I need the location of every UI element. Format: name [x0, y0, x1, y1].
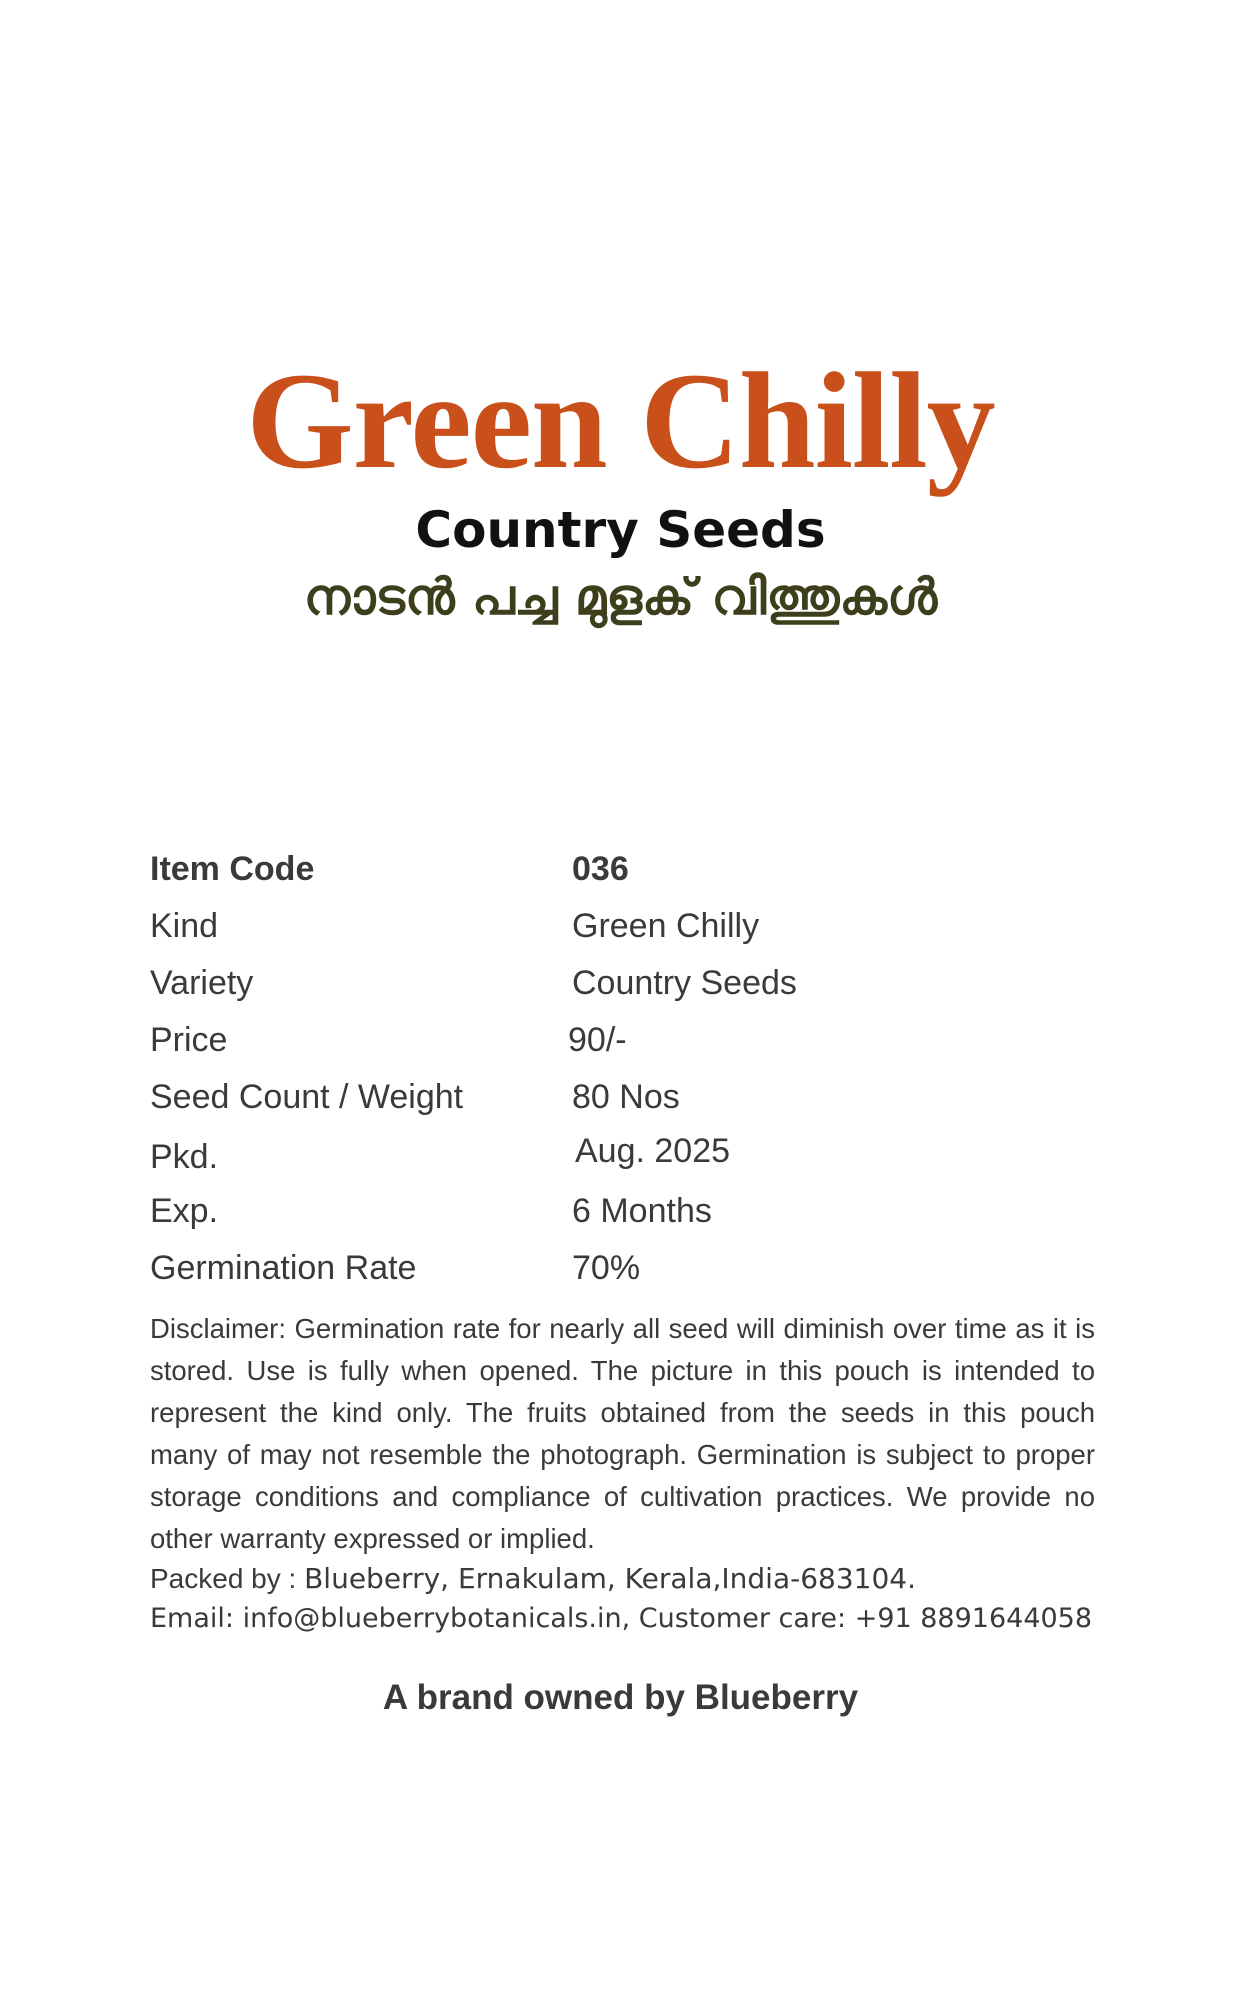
spec-label: Item Code	[150, 850, 315, 888]
spec-row-expiry	[150, 1192, 1110, 1249]
product-title: Green Chilly	[246, 344, 995, 497]
spec-value: 70%	[572, 1249, 641, 1287]
spec-label: Exp.	[150, 1192, 219, 1230]
contact-info: Email: info@blueberrybotanicals.in, Customer care: +91 8891644058	[150, 1603, 1093, 1634]
spec-row-item-code	[150, 850, 1110, 907]
spec-row-price	[150, 1021, 1110, 1078]
spec-label: Pkd.	[150, 1138, 219, 1176]
spec-value: Green Chilly	[572, 907, 760, 945]
product-title-malayalam: നാടൻ പച്ച മുളക് വിത്തുകൾ	[303, 568, 938, 626]
spec-label: Seed Count / Weight	[150, 1078, 464, 1116]
spec-value: 90/-	[568, 1021, 627, 1059]
spec-value: 036	[572, 850, 629, 888]
spec-value: Country Seeds	[572, 964, 797, 1002]
spec-label: Variety	[150, 964, 254, 1002]
spec-value: 80 Nos	[572, 1078, 680, 1116]
spec-value: Aug. 2025	[575, 1132, 731, 1170]
product-subtitle: Country Seeds	[415, 501, 826, 559]
spec-label: Kind	[150, 907, 219, 945]
packed-by-value: Blueberry, Ernakulam, Kerala,India-683104.	[304, 1562, 916, 1595]
spec-row-seed-count	[150, 1078, 1110, 1135]
packed-by-label: Packed by :	[150, 1563, 297, 1594]
spec-row-kind	[150, 907, 1110, 964]
spec-value: 6 Months	[572, 1192, 712, 1230]
spec-row-germination	[150, 1249, 1110, 1306]
spec-label: Price	[150, 1021, 228, 1059]
spec-row-packed-date	[150, 1132, 1110, 1192]
brand-line: A brand owned by Blueberry	[382, 1678, 859, 1717]
disclaimer-text: Disclaimer: Germination rate for nearly all seed will diminish over time as it is stored. Use is fully when opened. The picture in this pouch is intended to represent the kind only. The fruits obtained from the seeds in this pouch many of may not resemble the photograph. Germination is subject to proper storage conditions and compliance of cultivation practices. We provide no other warranty expressed or implied.	[150, 1313, 1095, 1554]
spec-row-variety	[150, 964, 1110, 1021]
spec-label: Germination Rate	[150, 1249, 417, 1287]
spec-table	[150, 850, 1110, 1306]
packed-by	[150, 1562, 1110, 1595]
